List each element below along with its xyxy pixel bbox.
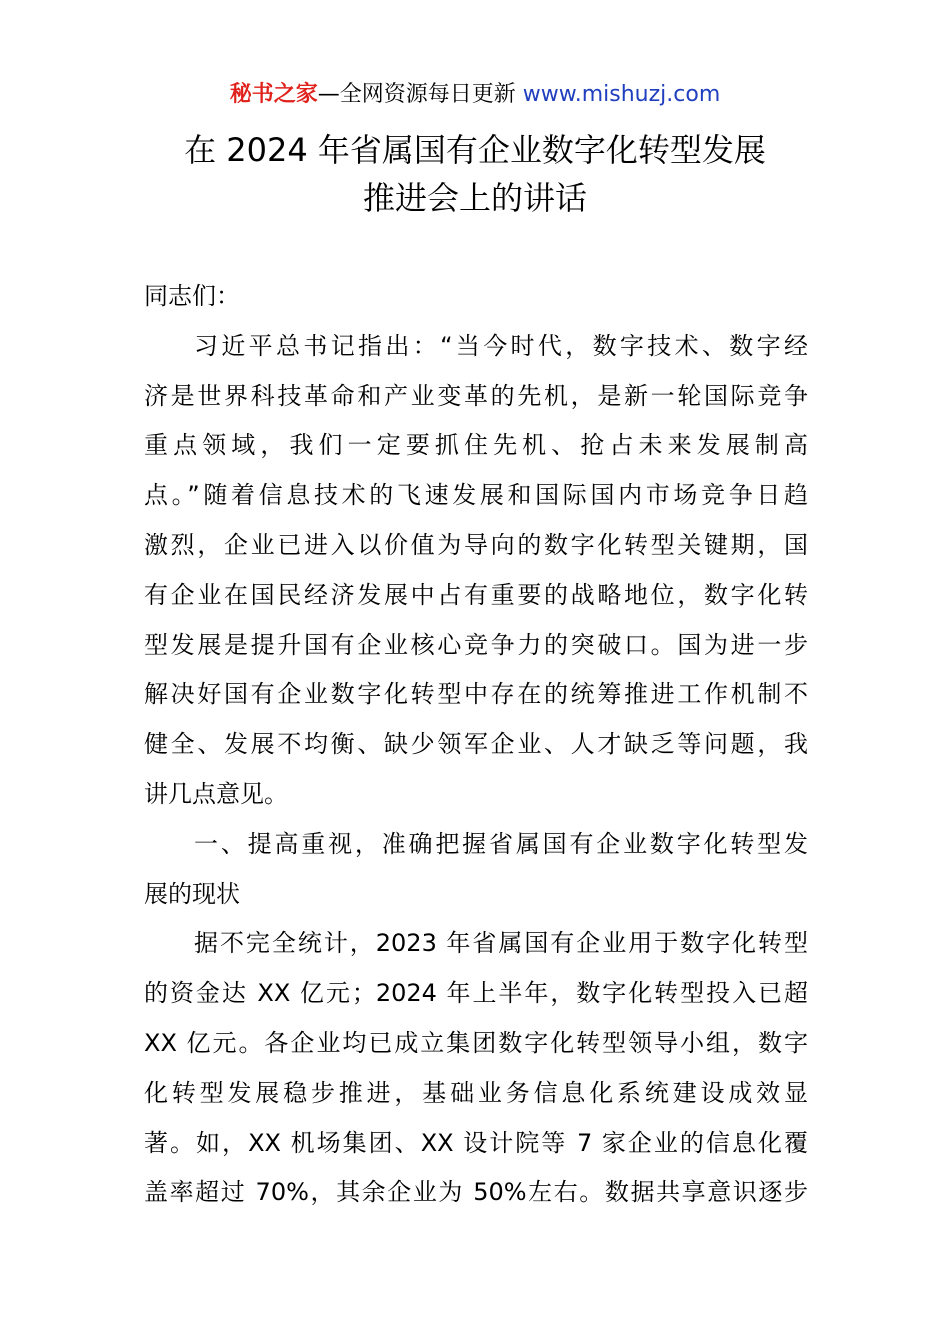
- body-line: 激烈，企业已进入以价值为导向的数字化转型关键期，国: [144, 530, 808, 559]
- body-line: 健全、发展不均衡、缺少领军企业、人才缺乏等问题，我: [144, 730, 808, 759]
- section-heading: 展的现状: [144, 879, 240, 908]
- brand-name: 秘书之家: [229, 82, 318, 107]
- section-heading: 一、提高重视，准确把握省属国有企业数字化转型发: [194, 829, 808, 858]
- body-line: 有企业在国民经济发展中占有重要的战略地位，数字化转: [144, 580, 808, 609]
- body-line: 据不完全统计，2023 年省属国有企业用于数字化转型: [194, 929, 808, 958]
- body-line: 型发展是提升国有企业核心竞争力的突破口。国为进一步: [144, 630, 808, 659]
- salutation: 同志们：: [144, 282, 240, 310]
- document-title: [0, 126, 950, 222]
- header-tagline: —全网资源每日更新: [317, 82, 516, 107]
- document-body: [144, 272, 808, 1218]
- body-line: 讲几点意见。: [144, 779, 288, 808]
- body-line: 化转型发展稳步推进，基础业务信息化系统建设成效显: [144, 1078, 808, 1107]
- body-line: 点。”随着信息技术的飞速发展和国际国内市场竞争日趋: [144, 481, 808, 510]
- site-url-link[interactable]: www.mishuzj.com: [522, 82, 721, 107]
- body-line: XX 亿元。各企业均已成立集团数字化转型领导小组，数字: [144, 1028, 808, 1057]
- title-line-2: 推进会上的讲话: [362, 179, 587, 217]
- body-line: 盖率超过 70%，其余企业为 50%左右。数据共享意识逐步: [144, 1178, 808, 1207]
- body-line: 习近平总书记指出：“当今时代，数字技术、数字经: [194, 331, 808, 360]
- body-line: 著。如，XX 机场集团、XX 设计院等 7 家企业的信息化覆: [144, 1128, 808, 1157]
- body-line: 重点领域，我们一定要抓住先机、抢占未来发展制高: [144, 431, 808, 460]
- title-line-1: 在 2024 年省属国有企业数字化转型发展: [184, 131, 766, 169]
- body-line: 济是世界科技革命和产业变革的先机，是新一轮国际竞争: [144, 381, 808, 410]
- body-line: 解决好国有企业数字化转型中存在的统筹推进工作机制不: [144, 680, 808, 709]
- site-header: [0, 78, 950, 112]
- body-line: 的资金达 XX 亿元；2024 年上半年，数字化转型投入已超: [144, 979, 808, 1008]
